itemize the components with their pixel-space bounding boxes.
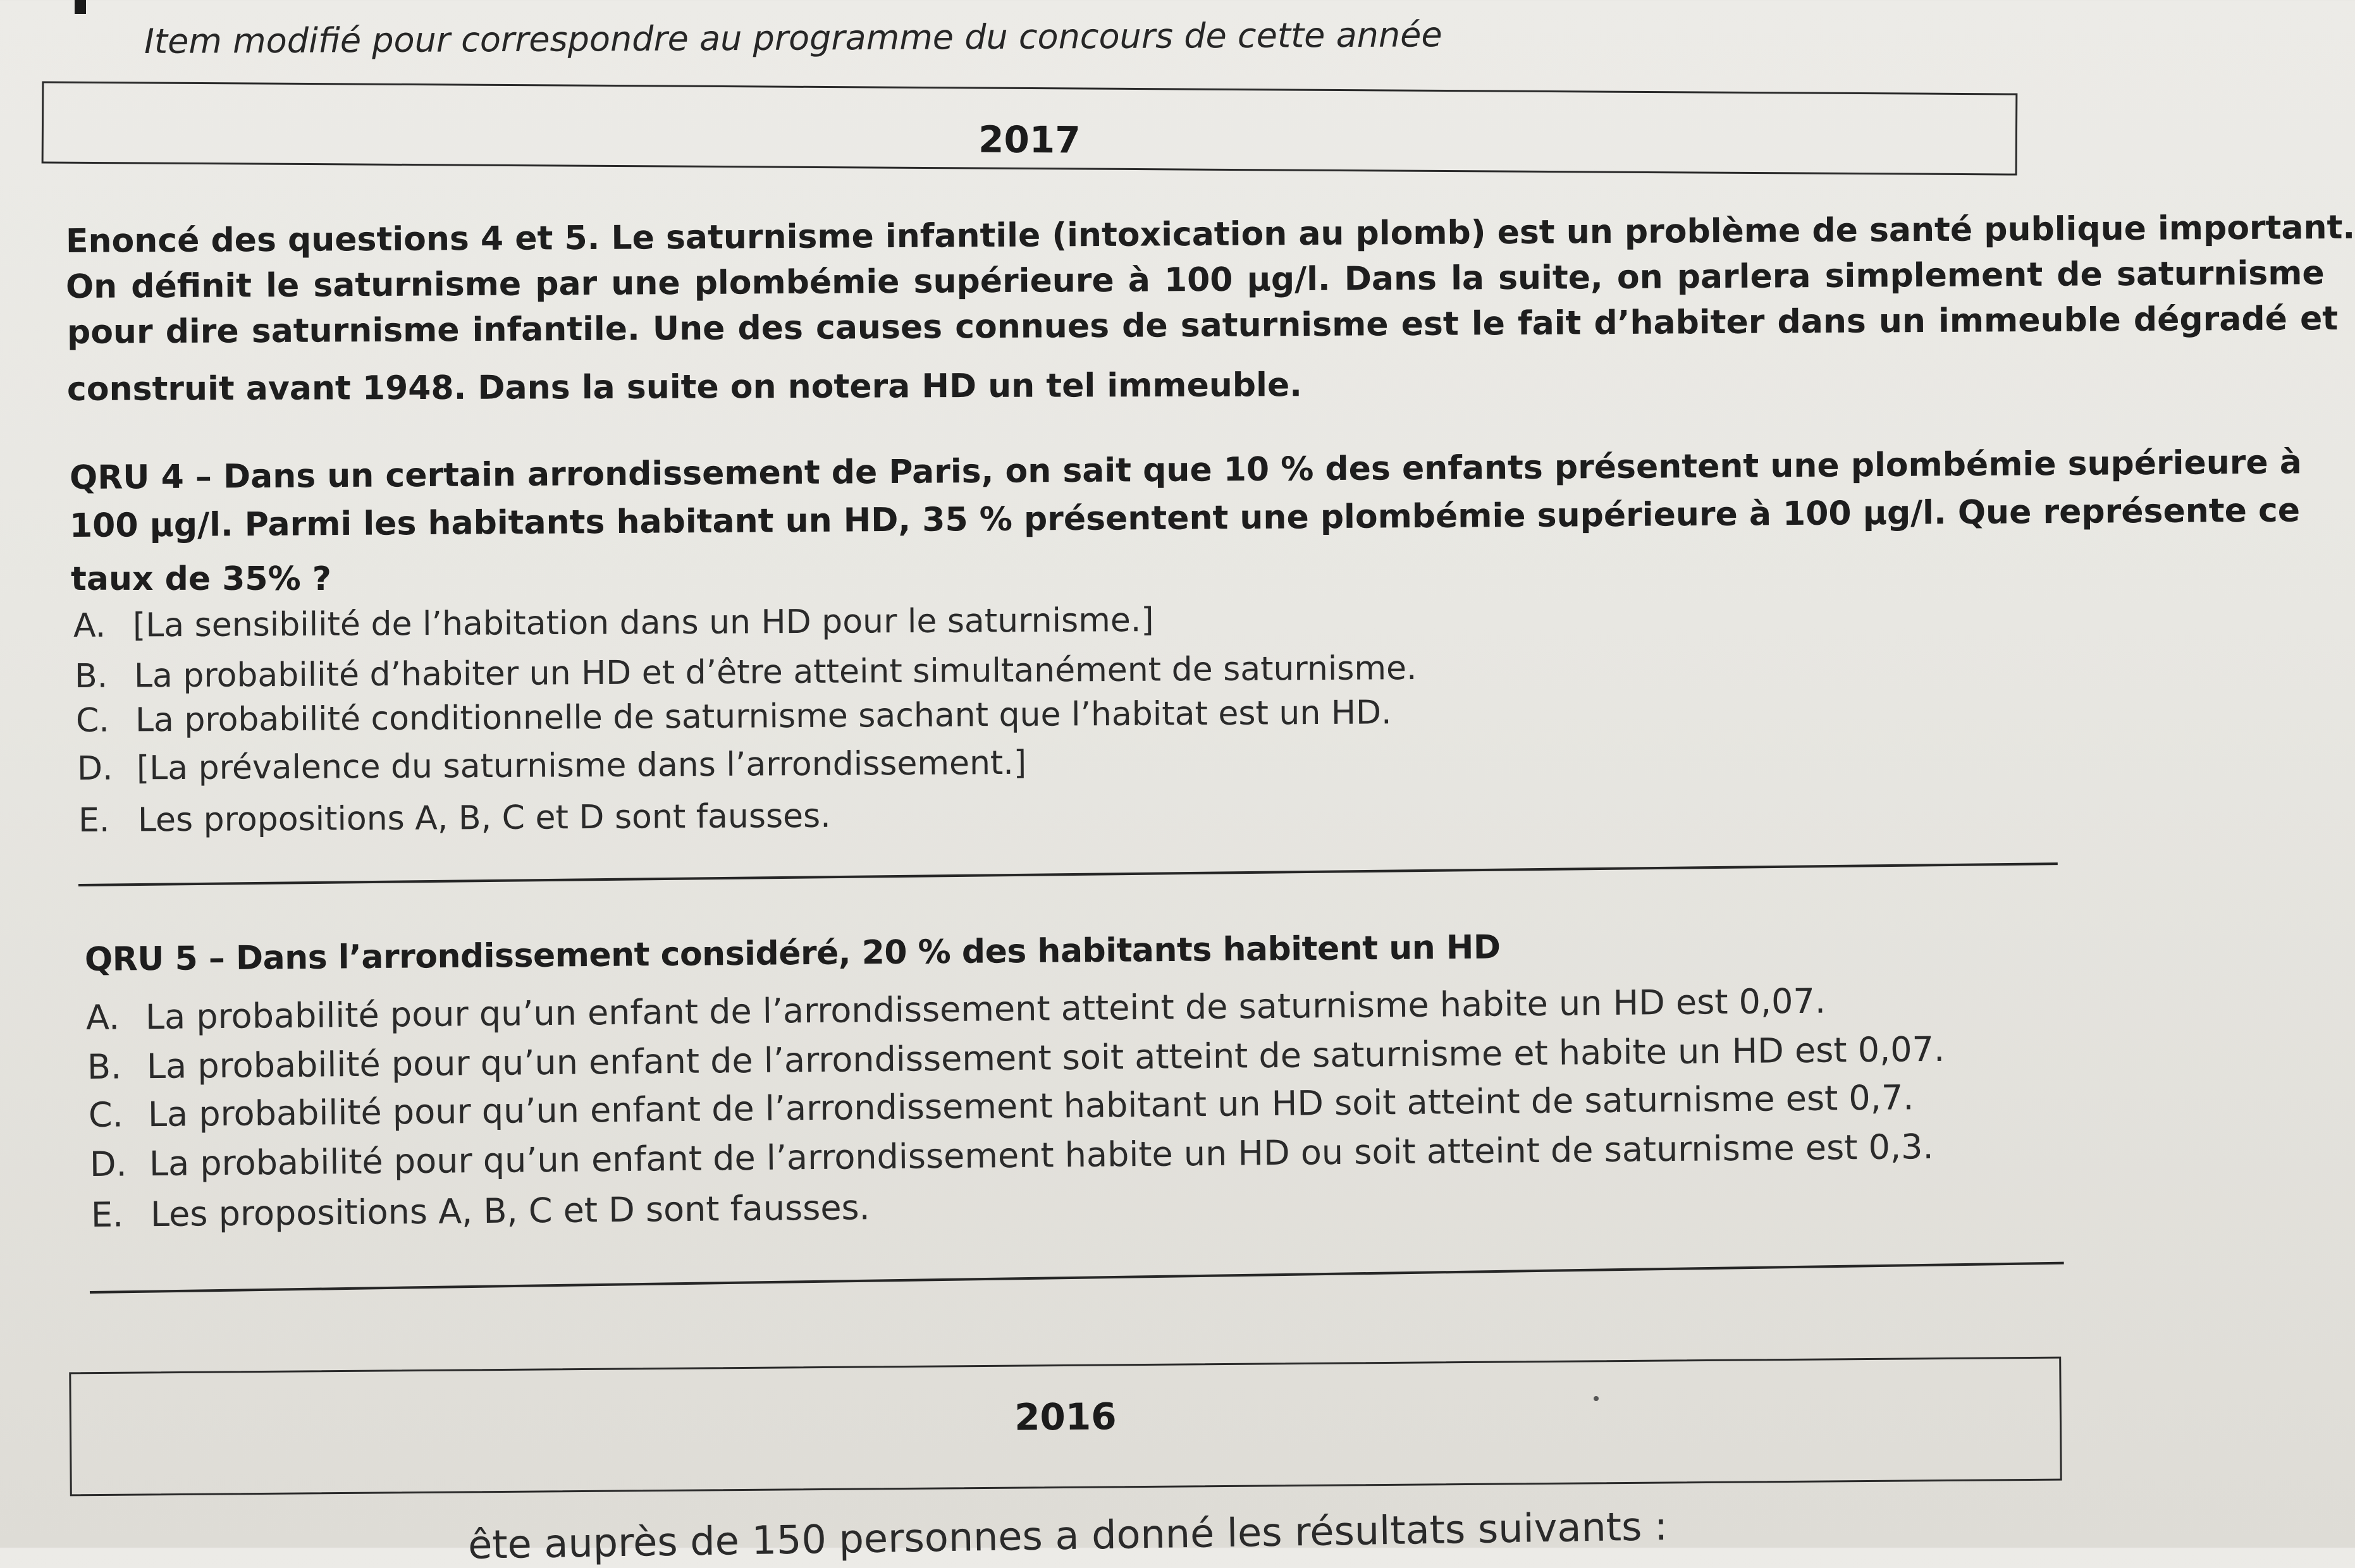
paper-speck (1594, 1396, 1599, 1401)
year-label-2017: 2017 (978, 118, 1081, 162)
year-label-2016: 2016 (1014, 1395, 1117, 1439)
question-title-line: taux de 35% ? (71, 560, 331, 598)
option-e (78, 797, 831, 840)
option-letter: E. (90, 1194, 124, 1235)
option-c (76, 694, 1392, 740)
divider-rule (90, 1262, 2064, 1294)
cut-off-text: ête auprès de 150 personnes a donné les résultats suivants : (467, 1503, 1668, 1568)
question-title-line: 100 µg/l. Parmi les habitants habitant un HD, 35 % présentent une plombémie supérieure à 100 µg/l. Que représente ce (69, 491, 2301, 545)
option-letter: D. (77, 749, 113, 788)
option-b (87, 1029, 1945, 1087)
intro-line: pour dire saturnisme infantile. Une des causes connues de saturnisme est le fait d’habiter dans un immeuble dégradé et (66, 300, 2339, 352)
option-letter: D. (89, 1144, 128, 1184)
option-letter: A. (85, 997, 120, 1038)
intro-line: construit avant 1948. Dans la suite on notera HD un tel immeuble. (66, 366, 1303, 408)
option-a (73, 601, 1154, 645)
option-text: [La sensibilité de l’habitation dans un HD pour le saturnisme.] (132, 601, 1154, 645)
item-note: Item modifié pour correspondre au programme du concours de cette année (144, 15, 1442, 61)
option-a (86, 981, 1826, 1038)
option-c (89, 1077, 1914, 1135)
year-box-2016 (69, 1357, 2062, 1497)
option-text: La probabilité pour qu’un enfant de l’arrondissement atteint de saturnisme habite un HD est 0,07. (145, 981, 1826, 1038)
option-letter: B. (74, 657, 108, 695)
year-box-2017 (42, 81, 2018, 175)
option-letter: A. (73, 606, 106, 645)
option-letter: C. (88, 1094, 124, 1135)
question-title-line: QRU 4 – Dans un certain arrondissement de Paris, on sait que 10 % des enfants présentent une plombémie supérieure à (69, 443, 2303, 497)
bullet-mark (75, 0, 86, 14)
option-text: Les propositions A, B, C et D sont fausses. (137, 797, 831, 840)
option-b (75, 649, 1417, 695)
option-text: Les propositions A, B, C et D sont fausses. (150, 1187, 871, 1235)
option-text: La probabilité pour qu’un enfant de l’arrondissement habite un HD ou soit atteint de saturnisme est 0,3. (149, 1127, 1934, 1184)
question-title-line: QRU 5 – Dans l’arrondissement considéré, 20 % des habitants habitent un HD (84, 928, 1501, 979)
intro-line: On définit le saturnisme par une plombémie supérieure à 100 µg/l. Dans la suite, on parlera simplement de saturnisme (65, 254, 2325, 306)
option-text: La probabilité pour qu’un enfant de l’arrondissement soit atteint de saturnisme et habite un HD est 0,07. (146, 1029, 1945, 1087)
option-d (77, 744, 1027, 788)
option-d (90, 1127, 1934, 1184)
option-letter: E. (78, 801, 110, 840)
intro-line: Enoncé des questions 4 et 5. Le saturnisme infantile (intoxication au plomb) est un problème de santé publique important. (65, 208, 2355, 260)
option-text: La probabilité conditionnelle de saturnisme sachant que l’habitat est un HD. (135, 694, 1392, 740)
option-letter: B. (87, 1046, 122, 1087)
option-text: La probabilité d’habiter un HD et d’être atteint simultanément de saturnisme. (133, 649, 1417, 695)
option-text: La probabilité pour qu’un enfant de l’arrondissement habitant un HD soit atteint de saturnisme est 0,7. (147, 1077, 1914, 1135)
option-letter: C. (75, 701, 110, 740)
divider-rule (78, 862, 2058, 886)
option-e (91, 1187, 870, 1235)
option-text: [La prévalence du saturnisme dans l’arrondissement.] (136, 744, 1027, 788)
